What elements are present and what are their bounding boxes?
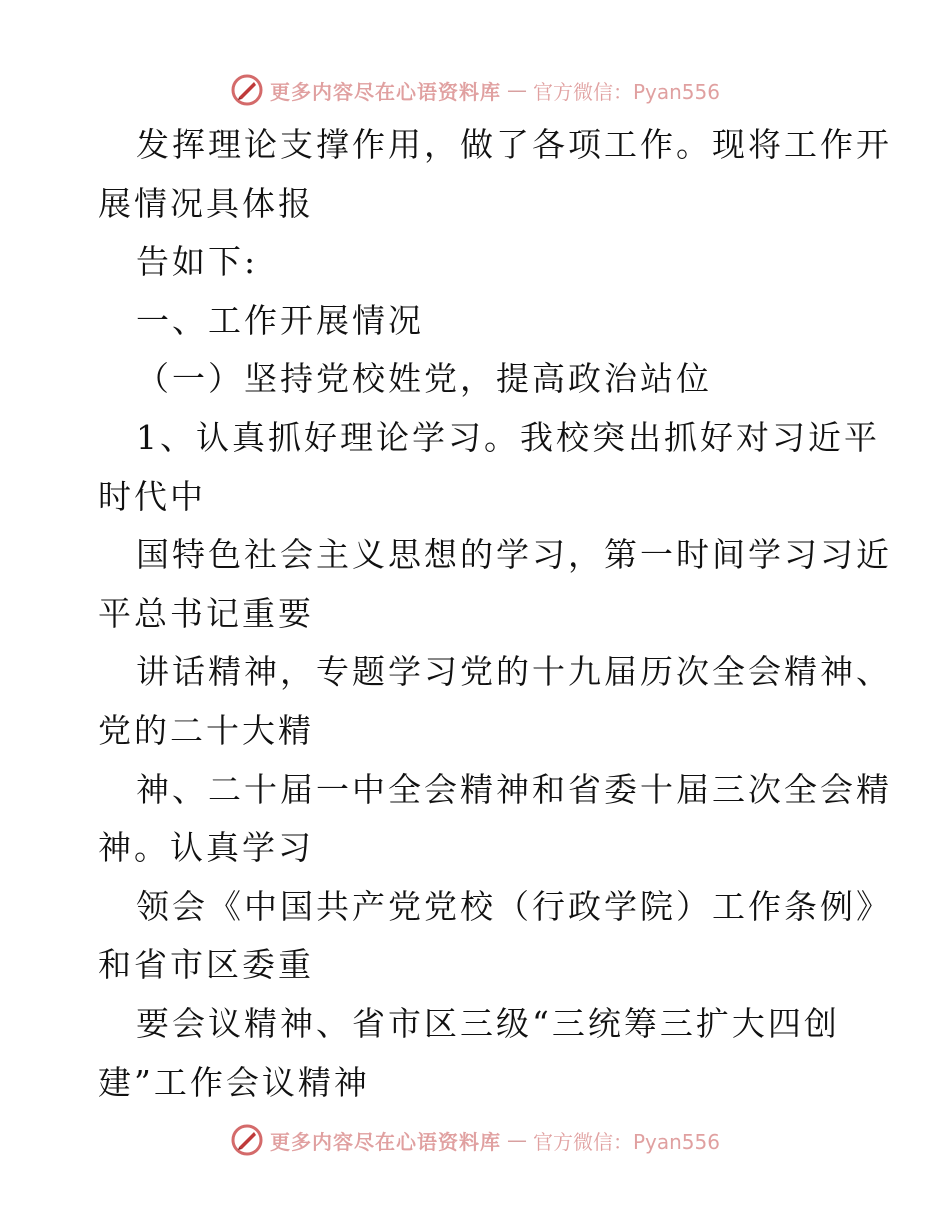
watermark-site-text: 更多内容尽在心语资料库 xyxy=(269,79,501,104)
body-line: 展情况具体报 xyxy=(98,183,314,223)
watermark-separator: — xyxy=(506,78,527,102)
body-line: 讲话精神，专题学习党的十九届历次全会精神、 xyxy=(136,652,892,692)
body-line: 时代中 xyxy=(98,476,206,516)
body-line: 国特色社会主义思想的学习，第一时间学习习近 xyxy=(136,535,892,575)
body-line: 告如下: xyxy=(136,242,259,282)
body-line: 发挥理论支撑作用，做了各项工作。现将工作开 xyxy=(136,125,892,164)
body-line: 神、二十届一中全会精神和省委十届三次全会精 xyxy=(136,769,892,809)
section-heading: 一、工作开展情况 xyxy=(136,300,424,340)
subsection-heading: （一）坚持党校姓党，提高政治站位 xyxy=(136,359,712,399)
body-line: 领会《中国共产党党校（行政学院）工作条例》 xyxy=(136,886,892,926)
quill-circle-icon xyxy=(230,1123,264,1157)
watermark-account-text: 官方微信：Pyan556 xyxy=(532,1129,720,1154)
watermark-site-text: 更多内容尽在心语资料库 xyxy=(269,1129,501,1154)
watermark-separator: — xyxy=(506,1128,527,1152)
body-line: 1、认真抓好理论学习。我校突出抓好对习近平 xyxy=(136,417,880,457)
body-line: 要会议精神、省市区三级“三统筹三扩大四创 xyxy=(136,1003,840,1043)
footer-watermark xyxy=(0,1120,950,1160)
quill-circle-icon xyxy=(230,73,264,107)
watermark-account-text: 官方微信：Pyan556 xyxy=(532,79,720,104)
body-line: 平总书记重要 xyxy=(98,593,314,633)
header-watermark xyxy=(0,70,950,110)
body-line: 神。认真学习 xyxy=(98,828,314,868)
body-line: 党的二十大精 xyxy=(98,710,314,750)
document-body xyxy=(98,116,892,1112)
body-line: 和省市区委重 xyxy=(98,945,314,985)
body-line: 建”工作会议精神 xyxy=(98,1062,370,1102)
